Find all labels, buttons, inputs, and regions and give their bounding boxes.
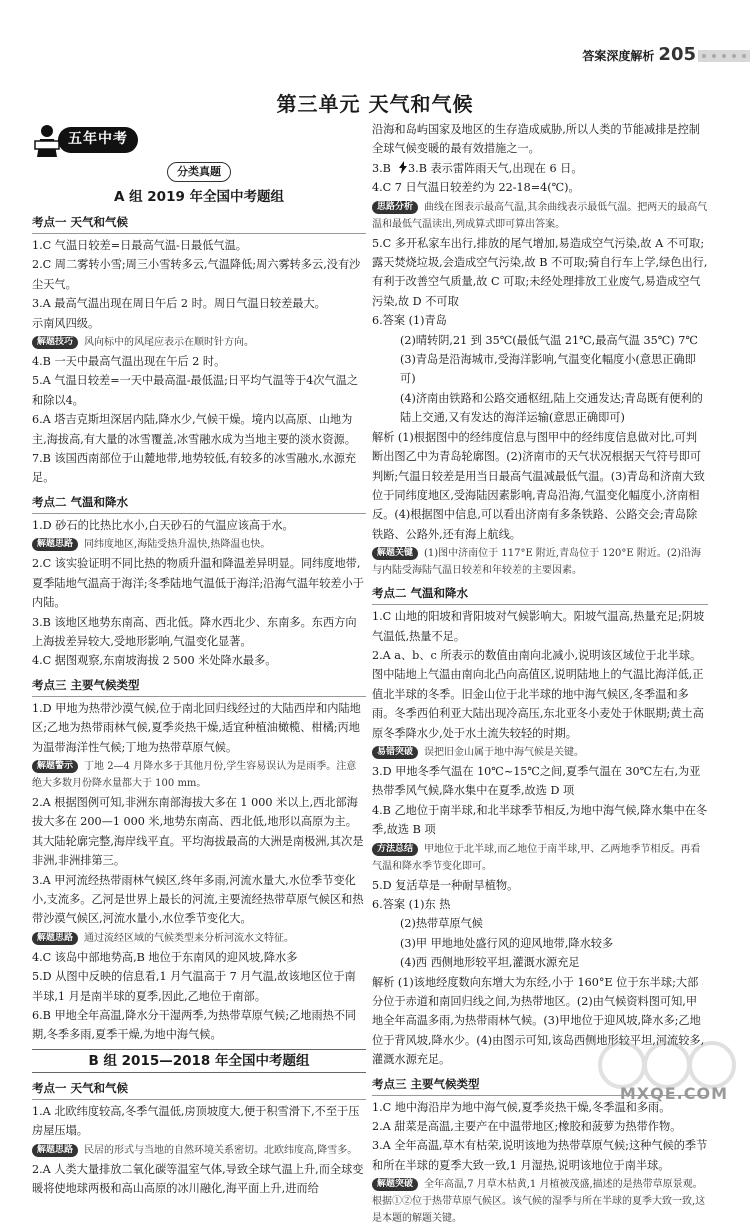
topic-heading: 考点一 天气和气候 (32, 1077, 366, 1100)
answer-item: 2.A a、b、c 所表示的数值由南向北减小,说明该区域位于北半球。图中陆地上气温由南向北凸向高值区,说明陆地上的气温比海洋低,正值北半球的冬季。旧金山位于北半球的地中海气候区,冬季温和多雨。冬季西伯利亚大陆出现冷高压,东北亚冬小麦处于休眠期;黄土高原冬季降水少,处于水土流失较轻的时期。 (372, 648, 704, 740)
answer-item: 1.A 北欧纬度较高,冬季气温低,房顶坡度大,便于积雪滑下,不至于压房屋压塌。 (32, 1104, 360, 1138)
answer-item: 3.A 全年高温,草木有枯荣,说明该地为热带草原气候;这种气候的季节和所在半球的夏季大致一致,1 月湿热,说明该地位于南半球。 (372, 1139, 708, 1172)
tip-tag: 解题警示 (32, 760, 78, 773)
category-label (32, 162, 366, 182)
answer-sub: (4)西 西侧地形较平坦,灌溉水源充足 (400, 956, 580, 970)
answer-item: 5.A 气温日较差=一天中最高温-最低温;日平均气温等于4次气温之和除以4。 (32, 374, 359, 407)
tip-text: 全年高温,7 月草木枯黄,1 月植被茂盛,描述的是热带草原景观。根据①②位于热带草原气候区。该气候的湿季与所在半球的夏季大致一致,这是本题的解题关键。 (372, 1179, 706, 1225)
page-number: 205 (658, 44, 696, 65)
answer-item: 示南风四级。 (32, 316, 100, 330)
page-header (0, 0, 750, 72)
tip-text: 民居的形式与当地的自然环境关系密切。北欧纬度高,降雪多。 (84, 1144, 358, 1156)
tip-text: 丁地 2—4 月降水多于其他月份,学生容易误认为是雨季。注意绝大多数月份降水量都大于 100 mm。 (32, 760, 357, 789)
tip-box (372, 199, 708, 233)
answer-sub: (3)青岛是沿海城市,受海洋影响,气温变化幅度小(意思正确即可) (400, 353, 696, 386)
tip-text: 曲线在图表示最高气温,其余曲线表示最低气温。把两天的最高气温和最低气温读出,列成算式即可算出答案。 (372, 201, 708, 230)
answer-sub: (3)甲 甲地地处盛行风的迎风地带,降水较多 (400, 936, 614, 950)
tip-box (32, 334, 366, 351)
answer-sub: (2)热带草原气候 (400, 917, 483, 931)
tip-tag: 解题技巧 (32, 336, 78, 349)
answer-item: 5.D 复活草是一种耐旱植物。 (372, 878, 519, 892)
tip-text: 误把旧金山属于地中海气候是关键。 (424, 746, 585, 758)
answer-item: 2.A 根据图例可知,非洲东南部海拔大多在 1 000 米以上,西北部海拔大多在 200—1 000 米,地势东南高、西北低,地形以高原为主。其大陆轮廓完整,海岸线平直。平均海拔最高的大洲是南极洲,其次是非洲,非洲排第三。 (32, 795, 364, 868)
tip-tag: 思路分析 (372, 201, 418, 214)
section-badge (32, 120, 366, 160)
answer-item: 6.答案 (1)东 热 (372, 898, 451, 911)
watermark-text: MXQE.COM (619, 1084, 728, 1103)
topic-heading: 考点二 气温和降水 (32, 491, 366, 514)
tip-tag: 解题思路 (32, 538, 78, 551)
answer-item: 1.D 砂石的比热比水小,白天砂石的气温应该高于水。 (32, 518, 294, 532)
answer-item: 6.B 甲地全年高温,降水分干湿两季,为热带草原气候;乙地雨热不同期,冬季多雨,夏季干燥,为地中海气候。 (32, 1009, 357, 1042)
tip-text: 通过流经区域的气候类型来分析河流水文特征。 (84, 932, 295, 944)
answer-item: 2.C 该实验证明不同比热的物质升温和降温差异明显。同纬度地带,夏季陆地气温高于海洋;冬季陆地气温低于海洋;沿海气温年较差小于内陆。 (32, 557, 364, 610)
topic-heading: 考点三 主要气候类型 (32, 674, 366, 697)
tip-tag: 解题思路 (32, 932, 78, 945)
analysis-text: 解析 (1)该地经度数向东增大为东经,小于 160°E 位于东半球;大部分位于赤道和南回归线之间,为热带地区。(2)由气候资料图可知,甲地全年高温多雨,为热带雨林气候。(3)甲地位于迎风坡,降水多;乙地位于背风坡,降水少。(4)由图示可知,该岛西侧地形较平坦,河流较多,灌溉水源充足。 (372, 975, 705, 1067)
answer-item: 4.C 据图观察,东南坡海拔 2 500 米处降水最多。 (32, 654, 277, 668)
answer-text: 3.B 表示雷阵雨天气,出现在 6 日。 (408, 161, 583, 175)
answer-item: 2.A 人类大量排放二氧化碳等温室气体,导致全球气温上升,而全球变暖将使地球两极和高山高原的冰川融化,海平面上升,进而给 (32, 1162, 364, 1196)
answer-item: 1.C 山地的阳坡和背阳坡对气候影响大。阳坡气温高,热量充足;阴坡气温低,热量不足。 (372, 610, 705, 643)
tip-box (32, 930, 366, 947)
tip-box (372, 545, 708, 579)
answer-item: 沿海和岛屿国家及地区的生存造成威胁,所以人类的节能减排是控制全球气候变暖的最有效措施之一。 (372, 123, 700, 156)
topic-heading: 考点三 主要气候类型 (372, 1073, 708, 1096)
tip-box (372, 744, 708, 761)
group-a-title: A 组 2019 年全国中考题组 (113, 189, 285, 205)
tip-tag: 易错突破 (372, 746, 418, 759)
left-column (32, 120, 366, 1198)
answer-item: 3.A 甲河流经热带雨林气候区,终年多雨,河流水量大,水位季节变化小,支流多。乙河是世界上最长的河流,主要流经热带草原气候区和热带沙漠气候区,河流水量小,水位季节变化大。 (32, 873, 364, 926)
answer-item: 7.B 该国西南部位于山麓地带,地势较低,有较多的冰雪融水,水源充足。 (32, 452, 356, 485)
analysis-text: 解析 (1)根据图中的经纬度信息与图甲中的经纬度信息做对比,可判断出图乙中为青岛轮廓图。(2)济南市的天气状况根据天气符号即可判断;气温日较差是用当日最高气温减最低气温。(3)青岛和济南大致位于同纬度地区,受海陆因素影响,青岛沿海,气温变化幅度小,济南相反。(4)根据图中信息,可以看出济南有多条铁路、公路交会;青岛除铁路、公路外,还有海上航线。 (372, 430, 705, 541)
answer-item: 4.C 该岛中部地势高,B 地位于东南风的迎风坡,降水多 (32, 950, 298, 964)
header-right (582, 44, 696, 65)
answer-item: 6.A 塔吉克斯坦深居内陆,降水少,气候干燥。境内以高原、山地为主,海拔高,有大量的冰雪覆盖,冰雪融水成为当地主要的淡水资源。 (32, 413, 356, 446)
answer-item: 1.C 地中海沿岸为地中海气候,夏季炎热干燥,冬季温和多雨。 (372, 1100, 671, 1114)
answer-item: 2.A 甜菜是高温,主要产在中温带地区;橡胶和菠萝为热带作物。 (372, 1120, 682, 1134)
answer-item: 3.B 该地区地势东南高、西北低。降水西北少、东南多。东西方向上海拔差异较大,受地形影响,气温变化显著。 (32, 615, 357, 648)
tip-text: 同纬度地区,海陆受热升温快,热降温也快。 (84, 539, 271, 551)
tip-tag: 解题突破 (372, 1178, 418, 1191)
tip-tag: 方法总结 (372, 843, 418, 856)
header-label: 答案深度解析 (582, 49, 655, 63)
tip-tag: 解题关键 (372, 547, 418, 560)
tip-box (32, 758, 366, 792)
answer-item (372, 159, 708, 178)
section-badge-label: 五年中考 (58, 127, 138, 152)
answer-item: 3.A 最高气温出现在周日午后 2 时。周日气温日较差最大。 (32, 297, 326, 311)
answer-number: 3.B (372, 161, 399, 175)
answer-sub: (4)济南由铁路和公路交通枢纽,陆上交通发达;青岛既有便利的陆上交通,又有发达的海洋运输(意思正确即可) (400, 391, 703, 425)
tip-text: 甲地位于北半球,而乙地位于南半球,甲、乙两地季节相反。再看气温和降水季节变化即可。 (372, 843, 701, 872)
answer-item: 5.C 多开私家车出行,排放的尾气增加,易造成空气污染,故 A 不可取;露天焚烧垃圾,会造成空气污染,故 B 不可取;骑自行车上学,绿色出行,有利于改善空气质量,故 C 可取;未经处理排放工业废气,易造成空气污染,故 D 不可取 (372, 236, 708, 308)
tip-tag: 解题思路 (32, 1144, 78, 1157)
answer-item: 1.C 气温日较差=日最高气温-日最低气温。 (32, 239, 247, 252)
answer-item: 1.D 甲地为热带沙漠气候,位于南北回归线经过的大陆西岸和内陆地区;乙地为热带雨林气候,夏季炎热干燥,适宜种植油橄榄、柑橘;丙地为温带海洋性气候;丁地为热带草原气候。 (32, 701, 361, 754)
answer-sub: (2)晴转阴,21 到 35℃(最低气温 21℃,最高气温 35℃) 7℃ (400, 333, 698, 347)
tip-text: (1)图中济南位于 117°E 附近,青岛位于 120°E 附近。(2)沿海与内陆受海陆气温日较差和年较差的主要因素。 (372, 548, 702, 577)
group-b-title: B 组 2015—2018 年全国中考题组 (32, 1049, 366, 1073)
answer-item: 5.D 从图中反映的信息看,1 月气温高于 7 月气温,故该地区位于南半球,1 月是南半球的夏季,因此,乙地位于南部。 (32, 970, 356, 1003)
thunderstorm-symbol-icon (398, 161, 408, 174)
unit-title: 第三单元 天气和气候 (276, 92, 474, 116)
category-text: 分类真题 (167, 162, 231, 182)
topic-heading: 考点一 天气和气候 (32, 211, 366, 234)
tip-box (372, 841, 708, 875)
answer-item: 3.D 甲地冬季气温在 10℃~15℃之间,夏季气温在 30℃左右,为亚热带季风气候,降水集中在夏季,故选 D 项 (372, 764, 701, 798)
answer-item: 2.C 周二雾转小雪;周三小雪转多云,气温降低;周六雾转多云,没有沙尘天气。 (32, 258, 361, 291)
header-decoration (698, 50, 750, 62)
tip-text: 风向标中的风尾应表示在顺时针方向。 (84, 337, 255, 349)
topic-heading: 考点二 气温和降水 (372, 582, 708, 605)
tip-box (32, 536, 366, 553)
answer-item: 4.C 7 日气温日较差约为 22-18=4(℃)。 (372, 181, 580, 195)
tip-box (32, 1142, 366, 1159)
tip-box (372, 1176, 708, 1227)
answer-item: 4.B 一天中最高气温出现在午后 2 时。 (32, 355, 226, 369)
answer-item: 4.B 乙地位于南半球,和北半球季节相反,为地中海气候,降水集中在冬季,故选 B 项 (372, 803, 708, 837)
answer-item: 6.答案 (1)青岛 (372, 314, 447, 328)
